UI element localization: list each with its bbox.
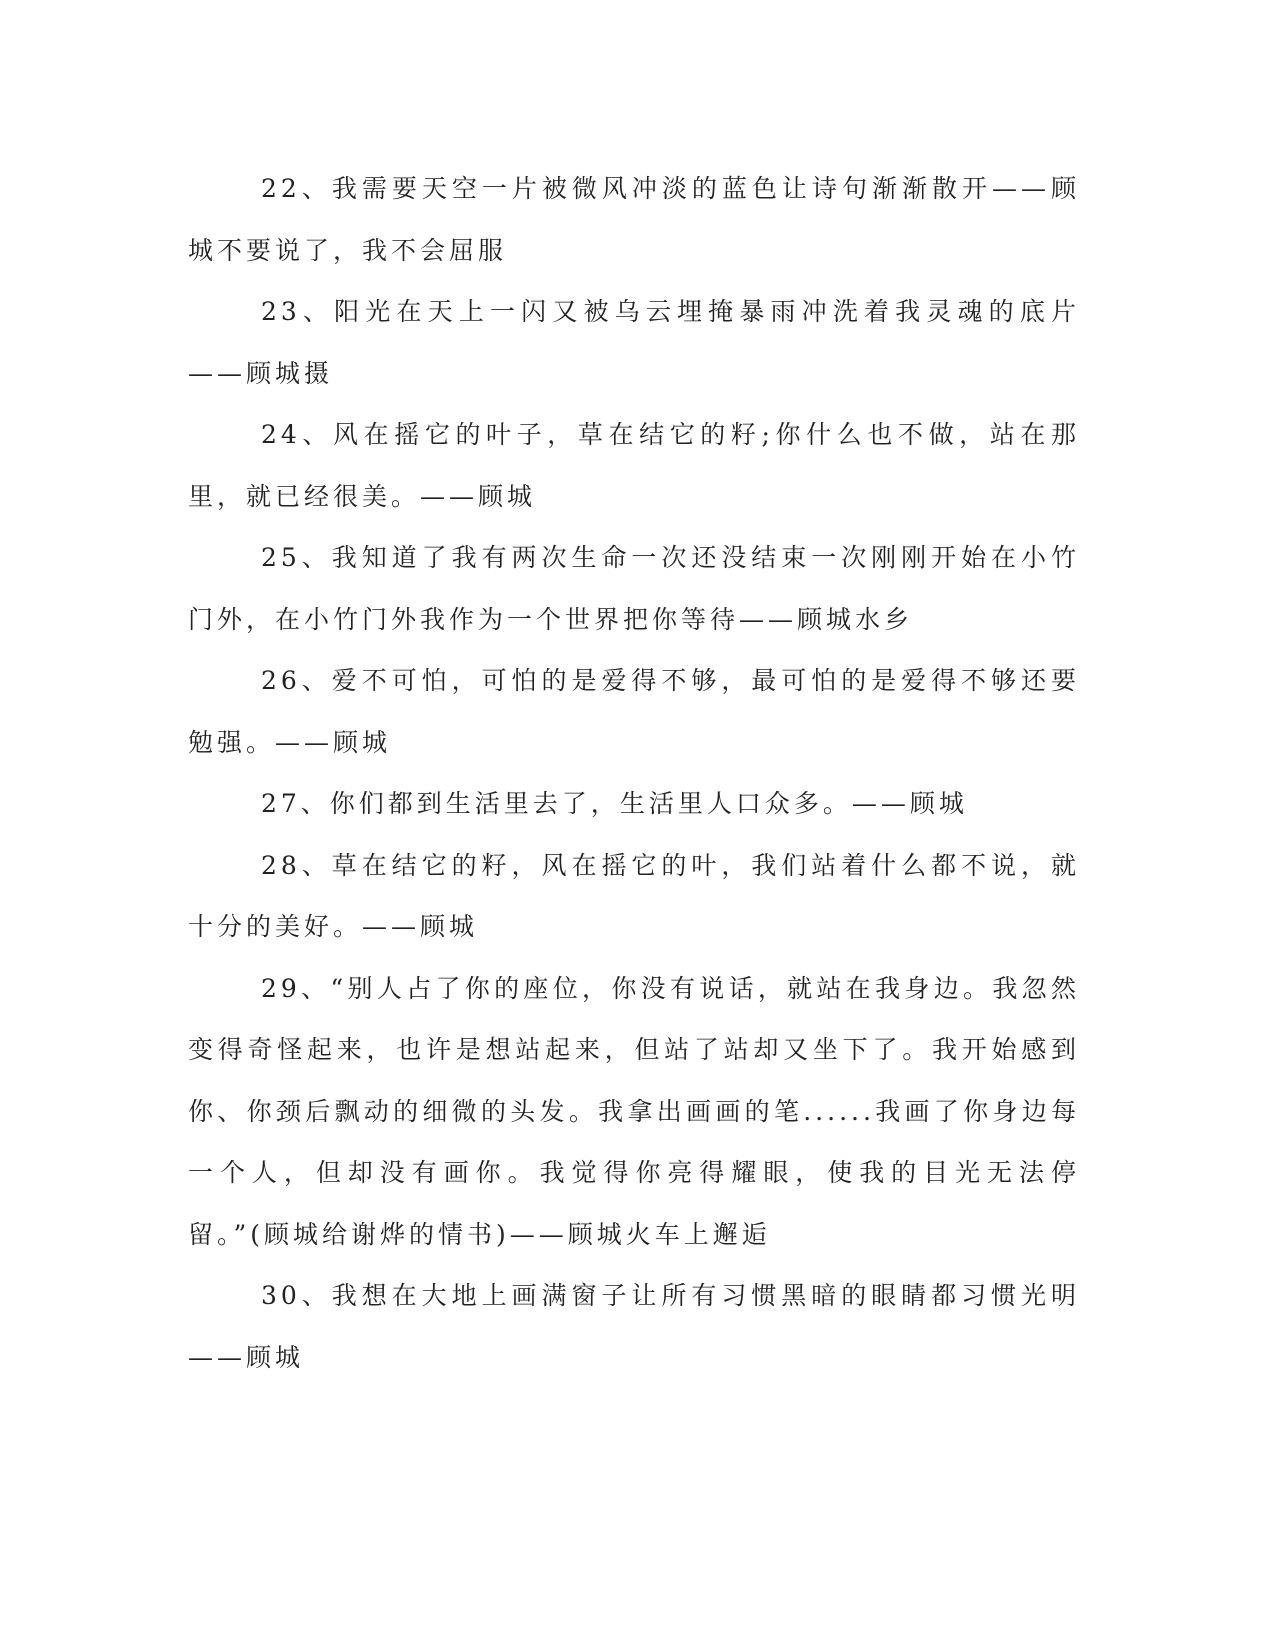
quote-entry-25: 25、我知道了我有两次生命一次还没结束一次刚刚开始在小竹门外，在小竹门外我作为一个世界把你等待——顾城水乡 xyxy=(188,543,1080,634)
quote-entry-22: 22、我需要天空一片被微风冲淡的蓝色让诗句渐渐散开——顾城不要说了，我不会屈服 xyxy=(188,174,1080,265)
quote-entry-24: 24、风在摇它的叶子，草在结它的籽;你什么也不做，站在那里，就已经很美。——顾城 xyxy=(188,420,1080,511)
quote-entry-29: 29、“别人占了你的座位，你没有说话，就站在我身边。我忽然变得奇怪起来，也许是想站起来，但站了站却又坐下了。我开始感到你、你颈后飘动的细微的头发。我拿出画画的笔......我画了你身边每一个人，但却没有画你。我觉得你亮得耀眼，使我的目光无法停留。”(顾城给谢烨的情书)——顾城火车上邂逅 xyxy=(188,973,1080,1249)
quote-entry-27: 27、你们都到生活里去了，生活里人口众多。——顾城 xyxy=(261,789,968,818)
document-body xyxy=(188,158,1080,1388)
quote-entry-26: 26、爱不可怕，可怕的是爱得不够，最可怕的是爱得不够还要勉强。——顾城 xyxy=(188,666,1080,757)
quote-entry-23: 23、阳光在天上一闪又被乌云埋掩暴雨冲洗着我灵魂的底片——顾城摄 xyxy=(188,297,1080,388)
quote-entry-30: 30、我想在大地上画满窗子让所有习惯黑暗的眼睛都习惯光明——顾城 xyxy=(188,1281,1080,1372)
quote-entry-28: 28、草在结它的籽，风在摇它的叶，我们站着什么都不说，就十分的美好。——顾城 xyxy=(188,850,1080,941)
